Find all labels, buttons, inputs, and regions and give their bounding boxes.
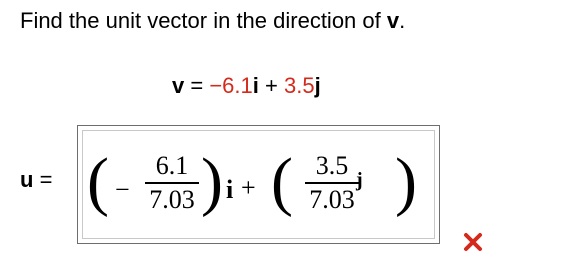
given-i-unit: i [252,73,259,98]
answer-label-u: u [20,167,34,192]
left-paren-1: ( [87,145,109,218]
answer-input-inner[interactable] [82,130,435,239]
given-i-coefficient: −6.1 [209,73,253,98]
answer-input-box[interactable] [77,125,440,244]
incorrect-x-icon [463,232,483,252]
left-paren-2: ( [271,145,293,218]
given-j-coefficient: 3.5 [283,73,315,98]
prompt-period: . [399,8,406,33]
fraction-1 [145,153,199,213]
given-vector-equation [172,73,321,99]
fraction-2-bar [305,182,359,184]
fraction-1-denominator: 7.03 [149,185,195,214]
given-plus: + [258,73,284,98]
fraction-2-numerator: 3.5 [315,151,349,180]
fraction-1-bar [145,182,199,184]
answer-label [20,167,52,193]
prompt-vector-name: v [386,8,400,33]
fraction-2-denominator: 7.03 [309,185,355,214]
right-paren-2: ) [395,145,417,218]
right-paren-1: ) [201,145,223,218]
fraction-1-numerator: 6.1 [155,151,189,180]
prompt-text: Find the unit vector in the direction of [20,8,387,33]
answer-i-unit: i [226,175,234,204]
given-equals: = [184,73,210,98]
given-j-unit: j [314,73,321,98]
answer-plus: + [241,173,256,202]
question-prompt [20,8,405,34]
answer-j-unit: j [356,169,363,191]
given-lhs: v [172,73,185,98]
answer-label-equals: = [33,167,53,192]
minus-sign: − [115,175,130,204]
fraction-2 [305,153,359,213]
